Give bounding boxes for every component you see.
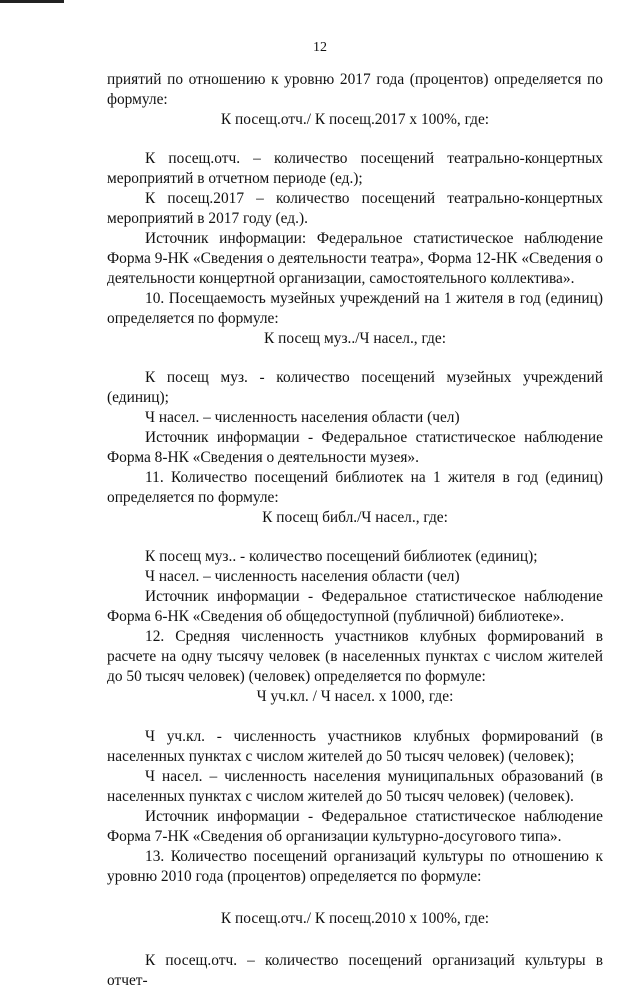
paragraph: Источник информации - Федеральное статистическое наблюдение Форма 6-НК «Сведения об общедоступной (публичной) библиотеке». [107, 588, 603, 625]
paragraph: К посещ муз. - количество посещений музейных учреждений (единиц); [107, 369, 603, 406]
paragraph: 10. Посещаемость музейных учреждений на 1 жителя в год (единиц) определяется по формуле: [107, 290, 603, 327]
formula: К посещ муз../Ч насел., где: [264, 330, 446, 347]
paragraph-gap [107, 929, 603, 951]
paragraph: 11. Количество посещений библиотек на 1 жителя в год (единиц) определяется по формуле: [107, 469, 603, 506]
paragraph: К посещ.отч. – количество посещений организаций культуры в отчет- [107, 952, 603, 989]
paragraph: К посещ.отч. – количество посещений театрально-концертных мероприятий в отчетном периоде (ед.); [107, 150, 603, 187]
paragraph: приятий по отношению к уровню 2017 года (процентов) определяется по формуле: [107, 71, 603, 108]
formula: К посещ.отч./ К посещ.2017 х 100%, где: [220, 111, 490, 128]
paragraph-gap [107, 887, 603, 909]
formula: Ч уч.кл. / Ч насел. х 1000, где: [256, 688, 454, 705]
paragraph: Источник информации - Федеральное статистическое наблюдение Форма 7-НК «Сведения об организации культурно-досугового типа». [107, 808, 603, 845]
page-number: 12 [313, 40, 327, 55]
paragraph: Источник информации: Федеральное статистическое наблюдение Форма 9-НК «Сведения о деятельности театра», Форма 12-НК «Сведения о деятельности концертной организации, самостоятельного коллектива». [107, 230, 603, 287]
paragraph: Источник информации - Федеральное статистическое наблюдение Форма 8-НК «Сведения о деятельности музея». [107, 429, 603, 466]
document-body [107, 70, 603, 991]
paragraph: Ч насел. – численность населения муниципальных образований (в населенных пунктах с числом жителей до 50 тысяч человек) (человек). [107, 768, 603, 805]
formula: К посещ библ./Ч насел., где: [262, 509, 448, 526]
paragraph: К посещ муз.. - количество посещений библиотек (единиц); [145, 548, 538, 565]
formula: К посещ.отч./ К посещ.2010 х 100%, где: [220, 910, 490, 927]
paragraph: К посещ.2017 – количество посещений театрально-концертных мероприятий в 2017 году (ед.). [107, 190, 603, 227]
paragraph-gap [107, 349, 603, 368]
paragraph-gap [107, 130, 603, 149]
paragraph: 12. Средняя численность участников клубных формирований в расчете на одну тысячу человек (в населенных пунктах с числом жителей до 50 тысяч человек) (человек) определяется по формуле: [107, 628, 603, 685]
paragraph-gap [107, 707, 603, 727]
top-rule [0, 0, 64, 3]
paragraph: Ч уч.кл. - численность участников клубных формирований (в населенных пунктах с числом жителей до 50 тысяч человек) (человек); [107, 728, 603, 765]
paragraph: 13. Количество посещений организаций культуры по отношению к уровню 2010 года (процентов) определяется по формуле: [107, 848, 603, 885]
paragraph: Ч насел. – численность населения области (чел) [145, 409, 460, 426]
paragraph-gap [107, 528, 603, 547]
paragraph: Ч насел. – численность населения области (чел) [145, 568, 460, 585]
